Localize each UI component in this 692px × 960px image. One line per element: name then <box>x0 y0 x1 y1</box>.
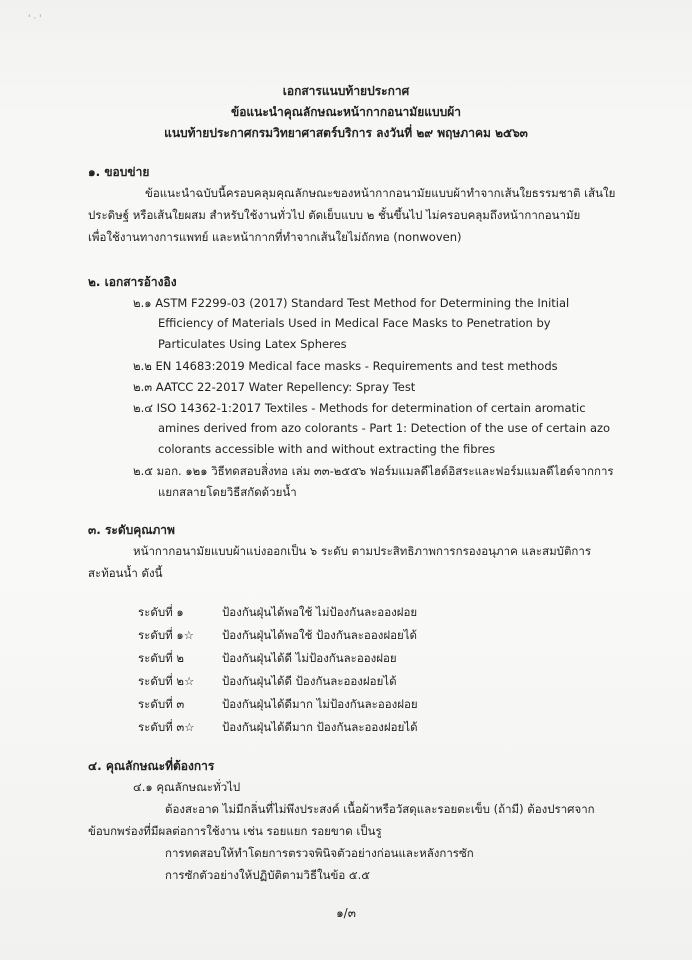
level-description: ป้องกันฝุ่นได้ดีมาก ไม่ป้องกันละอองฝอย <box>222 697 418 711</box>
level-description: ป้องกันฝุ่นได้ดี ป้องกันละอองฝอยได้ <box>222 674 397 688</box>
section-3-line: หน้ากากอนามัยแบบผ้าแบ่งออกเป็น ๖ ระดับ ตามประสิทธิภาพการกรองอนุภาค และสมบัติการ <box>133 544 592 558</box>
section-1-line: ประดิษฐ์ หรือเส้นใยผสม สำหรับใช้งานทั่วไป ตัดเย็บแบบ ๒ ชั้นขึ้นไป ไม่ครอบคลุมถึงหน้ากากอนามัย <box>88 208 581 222</box>
section-1-heading: ๑. ขอบข่าย <box>88 165 150 179</box>
level-label: ระดับที่ ๑☆ <box>138 628 194 642</box>
level-description: ป้องกันฝุ่นได้ดี ไม่ป้องกันละอองฝอย <box>222 651 397 665</box>
level-label: ระดับที่ ๒ <box>138 651 184 665</box>
scan-specks: ' · ' <box>28 14 42 24</box>
reference-item: ๒.๒ EN 14683:2019 Medical face masks - Requirements and test methods <box>133 359 558 373</box>
section-3-line: สะท้อนน้ำ ดังนี้ <box>88 566 163 580</box>
level-description: ป้องกันฝุ่นได้พอใช้ ป้องกันละอองฝอยได้ <box>222 628 417 642</box>
level-label: ระดับที่ ๓ <box>138 697 185 711</box>
section-4-line: การซักตัวอย่างให้ปฏิบัติตามวิธีในข้อ ๕.๕ <box>165 868 370 882</box>
header-line-2: ข้อแนะนำคุณลักษณะหน้ากากอนามัยแบบผ้า <box>231 105 461 119</box>
section-3-heading: ๓. ระดับคุณภาพ <box>88 523 175 537</box>
level-description: ป้องกันฝุ่นได้พอใช้ ไม่ป้องกันละอองฝอย <box>222 605 418 619</box>
level-label: ระดับที่ ๓☆ <box>138 720 195 734</box>
level-label: ระดับที่ ๒☆ <box>138 674 195 688</box>
reference-item-cont: Efficiency of Materials Used in Medical Face Masks to Penetration by <box>158 316 551 330</box>
section-1-line: ข้อแนะนำฉบับนี้ครอบคลุมคุณลักษณะของหน้ากากอนามัยแบบผ้าทำจากเส้นใยธรรมชาติ เส้นใย <box>145 186 616 200</box>
level-label: ระดับที่ ๑ <box>138 605 184 619</box>
reference-item-cont: colorants accessible with and without extracting the fibres <box>158 442 496 456</box>
section-1-line: เพื่อใช้งานทางการแพทย์ และหน้ากากที่ทำจากเส้นใยไม่ถักทอ (nonwoven) <box>88 230 462 244</box>
section-4-line: การทดสอบให้ทำโดยการตรวจพินิจตัวอย่างก่อนและหลังการซัก <box>165 846 474 860</box>
section-2-heading: ๒. เอกสารอ้างอิง <box>88 275 177 289</box>
section-4-heading: ๔. คุณลักษณะที่ต้องการ <box>88 759 215 773</box>
header-line-1: เอกสารแนบท้ายประกาศ <box>282 84 410 98</box>
reference-item: ๒.๔ ISO 14362-1:2017 Textiles - Methods for determination of certain aromatic <box>133 401 586 415</box>
reference-item: ๒.๕ มอก. ๑๒๑ วิธีทดสอบสิ่งทอ เล่ม ๓๓-๒๕๕๖ ฟอร์มแมลดีไฮด์อิสระและฟอร์มแมลดีไฮด์จากการ <box>133 464 614 478</box>
page-number: ๑/๓ <box>336 906 356 920</box>
reference-item: ๒.๓ AATCC 22-2017 Water Repellency: Spray Test <box>133 380 416 394</box>
header-line-3: แนบท้ายประกาศกรมวิทยาศาสตร์บริการ ลงวันที่ ๒๙ พฤษภาคม ๒๕๖๓ <box>164 126 528 140</box>
level-description: ป้องกันฝุ่นได้ดีมาก ป้องกันละอองฝอยได้ <box>222 720 418 734</box>
reference-item-cont: Particulates Using Latex Spheres <box>158 337 347 351</box>
section-4-line: ต้องสะอาด ไม่มีกลิ่นที่ไม่พึงประสงค์ เนื้อผ้าหรือวัสดุและรอยตะเข็บ (ถ้ามี) ต้องปราศจาก <box>165 802 595 816</box>
subsection-heading: ๔.๑ คุณลักษณะทั่วไป <box>133 780 241 794</box>
reference-item: ๒.๑ ASTM F2299-03 (2017) Standard Test Method for Determining the Initial <box>133 296 570 310</box>
section-4-line: ข้อบกพร่องที่มีผลต่อการใช้งาน เช่น รอยแยก รอยขาด เป็นรู <box>88 824 382 838</box>
reference-item-cont: แยกสลายโดยวิธีสกัดด้วยน้ำ <box>158 485 297 499</box>
reference-item-cont: amines derived from azo colorants - Part 1: Detection of the use of certain azo <box>158 421 611 435</box>
